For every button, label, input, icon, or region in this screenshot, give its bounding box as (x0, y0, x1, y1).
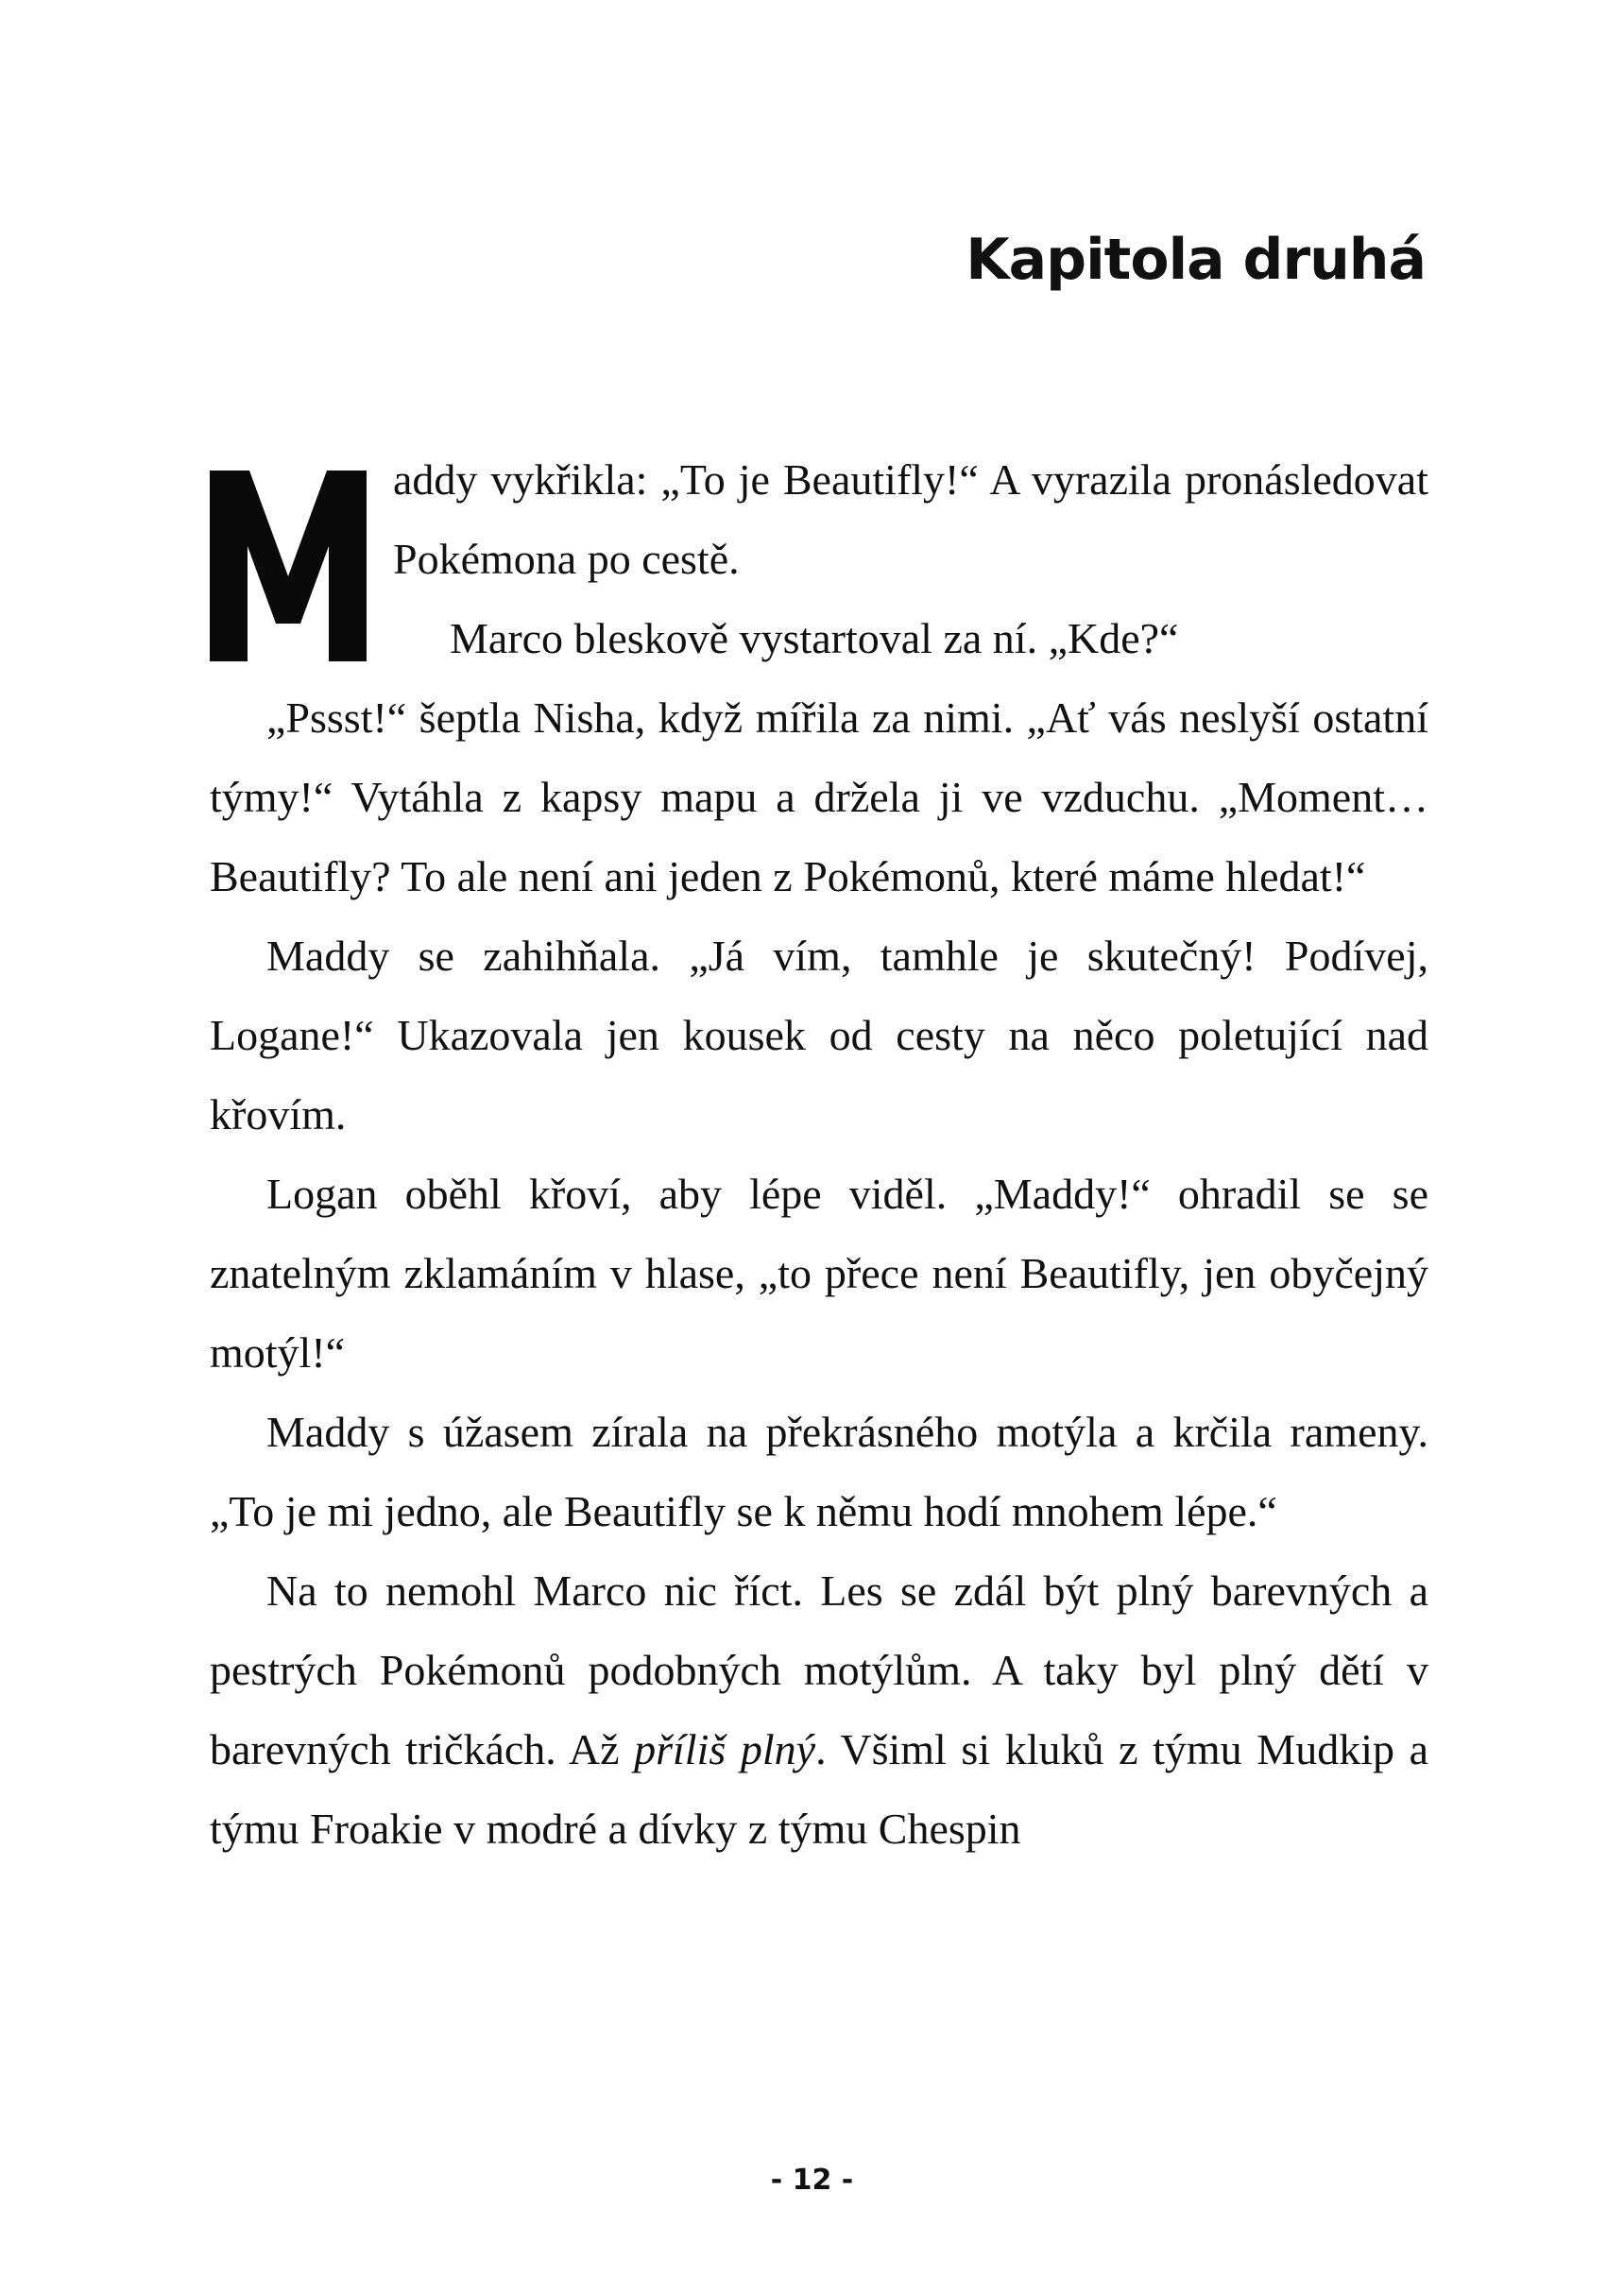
paragraph-1-text: addy vykřikla: „To je Beautifly!“ A vyrazila pronásledovat Pokémona po cestě. (393, 455, 1428, 583)
paragraph-5: Logan oběhl křoví, aby lépe viděl. „Maddy!“ ohradil se se znatelným zklamáním v hlase, „to přece není Beautifly, jen obyčejný motýl!“ (210, 1170, 1428, 1377)
dropcap (210, 463, 367, 661)
paragraph-7-after: . Všiml si kluků z týmu Mudkip a týmu Froakie v modré a dívky z týmu Chespin (210, 1725, 1428, 1853)
paragraph-7-before: Na to nemohl Marco nic říct. Les se zdál být plný barevných a pestrých Pokémonů podobných motýlům. A taky byl plný dětí v barevných tričkách. Až (210, 1566, 1428, 1773)
paragraph-4: Maddy se zahihňala. „Já vím, tamhle je skutečný! Podívej, Logane!“ Ukazovala jen kousek od cesty na něco poletující nad křovím. (210, 932, 1428, 1138)
paragraph-3: „Pssst!“ šeptla Nisha, když mířila za nimi. „Ať vás neslyší ostatní týmy!“ Vytáhla z kapsy mapu a držela ji ve vzduchu. „Moment… Beautifly? To ale není ani jeden z Pokémonů, které máme hledat!“ (210, 693, 1428, 900)
paragraph-1 (210, 440, 1428, 599)
paragraph-6: Maddy s úžasem zírala na překrásného motýla a krčila rameny. „To je mi jedno, ale Beautifly se k němu hodí mnohem lépe.“ (210, 1408, 1428, 1535)
paragraph-2: Marco bleskově vystartoval za ní. „Kde?“ (450, 614, 1179, 662)
chapter-body (210, 440, 1428, 1869)
page-number: - 12 - (770, 2164, 854, 2197)
paragraph-7-emphasis: příliš plný (634, 1725, 816, 1773)
chapter-title: Kapitola druhá (966, 227, 1426, 293)
paragraph-7 (210, 1551, 1428, 1869)
dropcap-glyph (210, 463, 367, 661)
